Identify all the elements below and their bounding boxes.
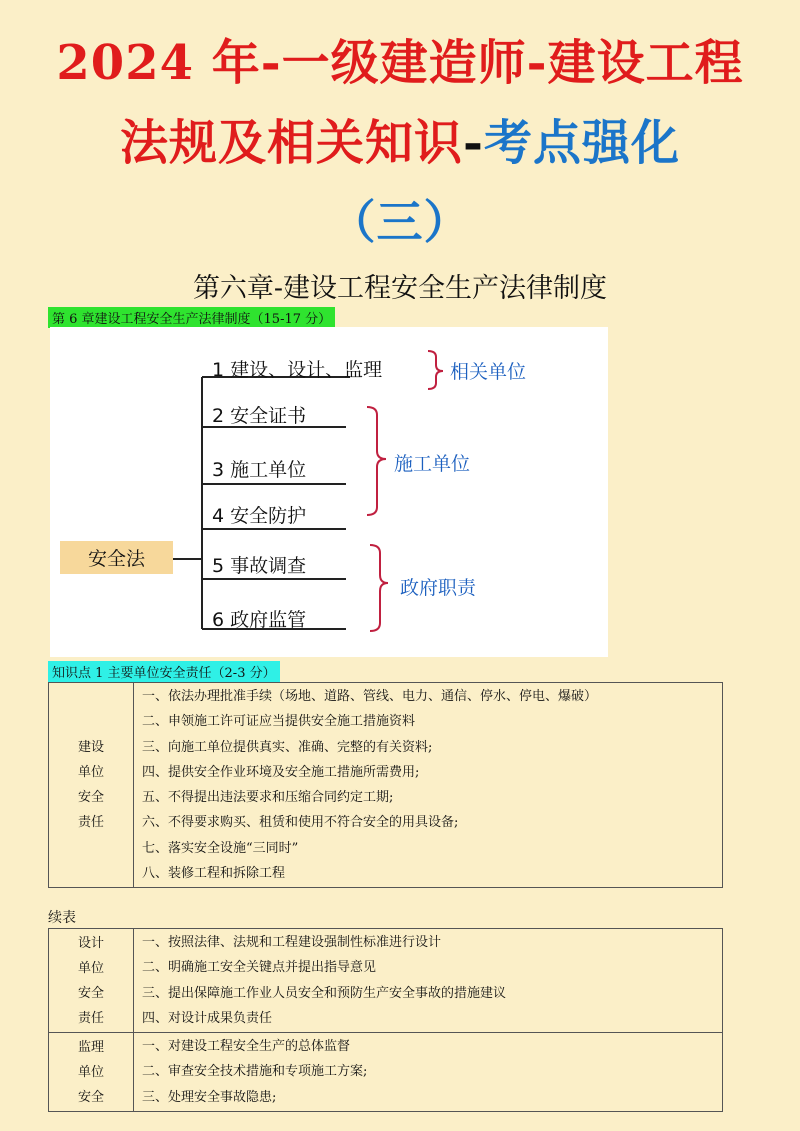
row-items [134, 683, 723, 888]
title-line-2 [0, 104, 800, 173]
row-label-line: 单位 [77, 765, 104, 781]
row-items [134, 1033, 723, 1112]
row-label-line: 监理 [77, 1039, 104, 1055]
title-line-3: （三） [329, 195, 471, 249]
node-5: 5 事故调查 [212, 555, 307, 577]
list-item: 一、依法办理批准手续（场地、道路、管线、电力、通信、停水、停电、爆破） [142, 689, 598, 704]
row-items [134, 929, 723, 1033]
continued-label: 续表 [48, 910, 76, 926]
list-item: 五、不得提出违法要求和压缩合同约定工期; [142, 790, 394, 806]
title-line-2-part-c: 考点强化 [483, 115, 680, 171]
row-label-line: 单位 [77, 1064, 104, 1080]
list-item: 一、按照法律、法规和工程建设强制性标准进行设计 [142, 935, 442, 950]
chapter-highlight: 第 6 章建设工程安全生产法律制度（15-17 分） [48, 307, 335, 328]
title-line-1-part-b: 建设工程 [547, 35, 744, 91]
group-label-construction: 施工单位 [394, 453, 471, 475]
title-line-1 [0, 24, 800, 93]
row-label-line: 责任 [77, 815, 104, 831]
list-item: 三、提出保障施工作业人员安全和预防生产安全事故的措施建议 [142, 985, 507, 1001]
list-item: 一、对建设工程安全生产的总体监督 [142, 1039, 351, 1055]
list-item: 八、装修工程和拆除工程 [142, 866, 286, 882]
list-item: 三、处理安全事故隐患; [142, 1089, 277, 1105]
list-item: 四、提供安全作业环境及安全施工措施所需费用; [142, 764, 420, 780]
row-label-line: 建设 [77, 740, 104, 756]
group-label-related: 相关单位 [450, 361, 527, 383]
row-label [49, 929, 134, 1033]
title-line-1-part-a: 2024 年-一级建造师- [56, 35, 548, 91]
list-item: 三、向施工单位提供真实、准确、完整的有关资料; [142, 739, 433, 755]
node-6: 6 政府监管 [212, 609, 307, 631]
row-label-line: 安全 [77, 985, 104, 1001]
row-label-line: 设计 [77, 935, 104, 951]
list-item: 七、落实安全设施“三同时” [142, 840, 299, 856]
title-line-2-dash: - [463, 115, 484, 171]
table-row [49, 683, 723, 888]
node-2: 2 安全证书 [212, 405, 307, 427]
node-1: 1 建设、设计、监理 [212, 359, 383, 381]
list-item: 二、审查安全技术措施和专项施工方案; [142, 1064, 368, 1080]
mindmap-diagram [50, 327, 608, 657]
table-design-supervision-duties [48, 928, 723, 1112]
knowledge-point-highlight: 知识点 1 主要单位安全责任（2-3 分） [48, 661, 280, 682]
root-node: 安全法 [60, 541, 173, 574]
node-3: 3 施工单位 [212, 459, 307, 481]
group-label-government: 政府职责 [400, 577, 477, 599]
row-label-line: 责任 [77, 1010, 104, 1026]
table-owner-duties [48, 682, 723, 888]
chapter-heading: 第六章-建设工程安全生产法律制度 [192, 273, 608, 304]
list-item: 六、不得要求购买、租赁和使用不符合安全的用具设备; [142, 815, 459, 831]
table-row [49, 929, 723, 1033]
table-row [49, 1033, 723, 1112]
list-item: 四、对设计成果负责任 [142, 1010, 273, 1026]
row-label-line: 安全 [77, 790, 104, 806]
node-4: 4 安全防护 [212, 505, 307, 527]
list-item: 二、明确施工安全关键点并提出指导意见 [142, 960, 377, 976]
row-label [49, 1033, 134, 1112]
row-label [49, 683, 134, 888]
list-item: 二、申领施工许可证应当提供安全施工措施资料 [142, 714, 416, 730]
row-label-line: 单位 [77, 960, 104, 976]
row-label-line: 安全 [77, 1089, 104, 1105]
title-line-2-part-a: 法规及相关知识 [120, 115, 464, 171]
